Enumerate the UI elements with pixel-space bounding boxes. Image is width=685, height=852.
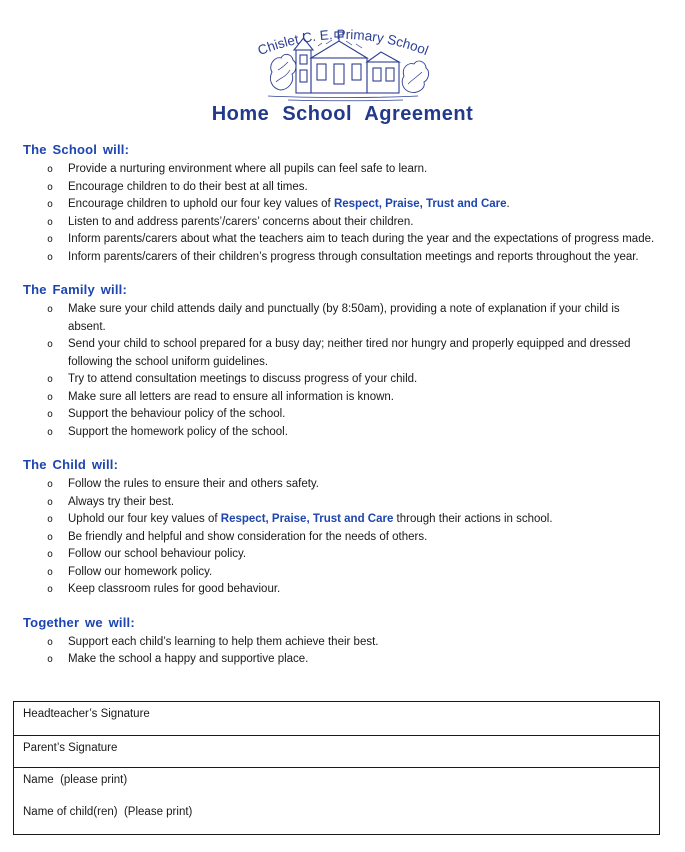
agreement-section (23, 141, 660, 266)
bullet-text (68, 179, 660, 197)
bullet-text (68, 581, 660, 599)
bullet-item (23, 581, 660, 599)
bullet-text (68, 511, 660, 529)
bullet-item (23, 389, 660, 407)
bullet-text-segment: . (506, 198, 510, 210)
bullet-text (68, 564, 660, 582)
bullet-text-segment: Follow our school behaviour policy. (68, 548, 247, 560)
bullet-text-segment: Keep classroom rules for good behaviour. (68, 583, 281, 595)
bullet-marker: o (47, 181, 54, 193)
bullet-marker: o (47, 426, 54, 438)
section-heading: The School will: (23, 142, 130, 157)
bullet-text (68, 424, 660, 442)
bullet-text-segment: Make the school a happy and supportive place. (68, 653, 309, 665)
bullet-text (68, 529, 660, 547)
bullet-marker: o (47, 514, 54, 525)
bullet-item (23, 546, 660, 564)
section-heading: The Family will: (23, 282, 127, 297)
signature-row-headteacher[interactable] (14, 702, 659, 735)
bullet-marker: o (47, 304, 54, 315)
section-heading: The Child will: (23, 457, 119, 472)
agreement-section (23, 281, 660, 441)
key-values-emphasis: Respect, Praise, Trust and Care (220, 513, 394, 525)
bullet-text (68, 231, 660, 249)
bullet-text-segment: Try to attend consultation meetings to discuss progress of your child. (68, 373, 418, 385)
bullet-item (23, 476, 660, 494)
bullet-text (68, 371, 660, 389)
bullet-marker: o (47, 636, 54, 648)
bullet-text (68, 494, 660, 512)
bullet-item (23, 301, 660, 336)
signature-table (13, 701, 660, 835)
bullet-marker: o (47, 216, 54, 228)
bullet-item (23, 424, 660, 442)
bullet-item (23, 529, 660, 547)
bullet-text-segment: Provide a nurturing environment where all pupils can feel safe to learn. (68, 163, 428, 175)
page-title: Home School Agreement (211, 103, 474, 125)
bullet-item (23, 179, 660, 197)
bullet-text-segment: Be friendly and helpful and show consideration for the needs of others. (68, 530, 428, 543)
bullet-text-segment: Inform parents/carers about what the teachers aim to teach during the year and the expectations of progress made. (68, 233, 655, 245)
bullet-text-segment: Make sure your child attends daily and punctually (by 8:50am), providing a note of explanation if your child is absent. (68, 303, 620, 333)
section-heading: Together we will: (23, 614, 135, 630)
signature-row-names[interactable] (14, 767, 659, 834)
bullet-text-segment: through their actions in school. (393, 513, 553, 525)
bullet-text-segment: Support each child’s learning to help them achieve their best. (68, 635, 379, 648)
bullet-text-segment: Support the homework policy of the school. (68, 425, 288, 438)
bullet-text (68, 651, 660, 669)
bullet-marker: o (47, 584, 54, 595)
bullet-text (68, 336, 660, 371)
bullet-marker: o (47, 164, 54, 175)
bullet-text (68, 196, 660, 214)
bullet-item (23, 634, 660, 652)
child-name-print-label: Name of child(ren) (Please print) (23, 806, 193, 818)
bullet-marker: o (47, 199, 54, 210)
bullet-marker: o (47, 531, 54, 543)
bullet-text-segment: Encourage children to uphold our four key values of (68, 198, 334, 210)
bullet-item (23, 231, 660, 249)
bullet-text (68, 546, 660, 564)
bullet-marker: o (47, 496, 54, 508)
name-print-label: Name (please print) (23, 774, 128, 786)
bullet-marker: o (47, 479, 54, 490)
bullet-item (23, 494, 660, 512)
bullet-text (68, 634, 660, 652)
bullet-item (23, 196, 660, 214)
bullet-text (68, 161, 660, 179)
bullet-text (68, 406, 660, 424)
bullet-item (23, 214, 660, 232)
bullet-item (23, 564, 660, 582)
bullet-item (23, 371, 660, 389)
agreement-section (23, 456, 660, 599)
signature-row-parent[interactable] (14, 735, 659, 767)
bullet-item (23, 406, 660, 424)
bullet-item (23, 511, 660, 529)
bullet-marker: o (47, 391, 54, 403)
bullet-text-segment: Follow our homework policy. (68, 565, 213, 578)
document-header (0, 0, 685, 126)
agreement-sections (0, 126, 685, 669)
key-values-emphasis: Respect, Praise, Trust and Care (333, 198, 507, 210)
bullet-item (23, 249, 660, 267)
parent-signature-label: Parent’s Signature (23, 742, 118, 754)
bullet-text-segment: Support the behaviour policy of the school. (68, 408, 286, 420)
bullet-marker: o (47, 374, 54, 385)
bullet-item (23, 651, 660, 669)
bullet-text (68, 249, 660, 267)
bullet-text-segment: Make sure all letters are read to ensure all information is known. (68, 390, 394, 403)
bullet-marker: o (47, 566, 54, 578)
bullet-text (68, 214, 660, 232)
agreement-section (23, 614, 660, 669)
bullet-text (68, 301, 660, 336)
bullet-text-segment: Always try their best. (68, 495, 175, 508)
bullet-marker: o (47, 549, 54, 560)
bullet-text-segment: Inform parents/carers of their children’s progress through consultation meetings and reports throughout the year. (68, 250, 639, 263)
bullet-marker: o (47, 234, 54, 245)
bullet-text-segment: Uphold our four key values of (68, 513, 221, 525)
bullet-text-segment: Follow the rules to ensure their and others safety. (68, 478, 320, 490)
logo-arc-text: Chislet C. E. Primary School (255, 26, 430, 59)
bullet-marker: o (47, 409, 54, 420)
school-logo (218, 10, 468, 102)
bullet-marker: o (47, 339, 54, 350)
bullet-item (23, 161, 660, 179)
bullet-text-segment: Listen to and address parents’/carers’ concerns about their children. (68, 215, 414, 228)
bullet-marker: o (47, 251, 54, 263)
headteacher-signature-label: Headteacher’s Signature (23, 708, 150, 720)
bullet-text (68, 476, 660, 494)
bullet-text-segment: Encourage children to do their best at all times. (68, 180, 308, 193)
bullet-text (68, 389, 660, 407)
bullet-marker: o (47, 654, 54, 665)
bullet-item (23, 336, 660, 371)
bullet-text-segment: Send your child to school prepared for a busy day; neither tired nor hungry and properly equipped and dressed following the school uniform guidelines. (68, 338, 631, 368)
